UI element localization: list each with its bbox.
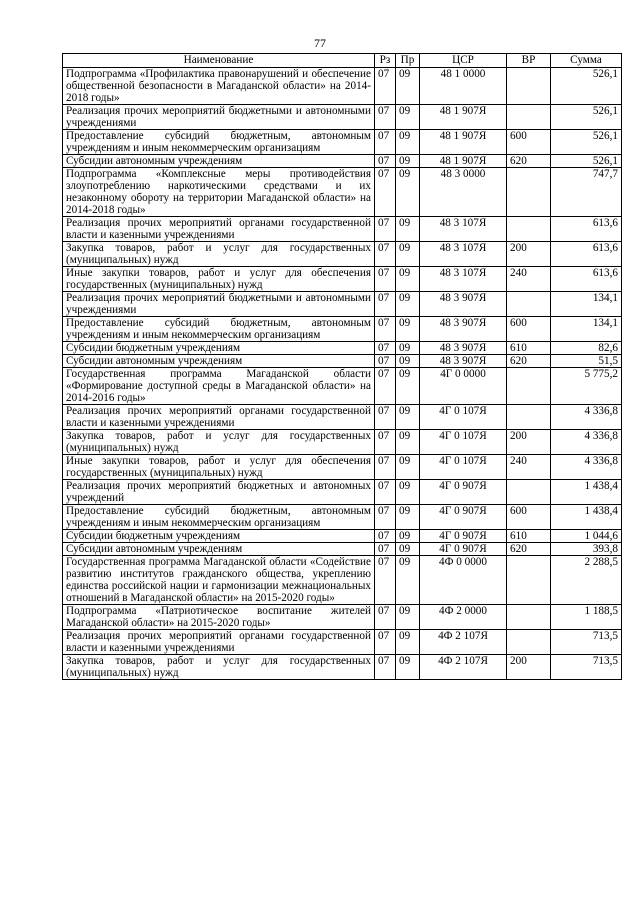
cell-name: Предоставление субсидий бюджетным, автономным учреждениям и иным некоммерческим организациям (63, 317, 375, 342)
cell-vr (507, 68, 551, 105)
cell-pr: 09 (396, 430, 420, 455)
table-row (63, 68, 622, 105)
cell-pr: 09 (396, 543, 420, 556)
cell-sum: 613,6 (551, 217, 622, 242)
cell-rz: 07 (375, 105, 396, 130)
cell-name: Субсидии автономным учреждениям (63, 355, 375, 368)
cell-vr: 600 (507, 130, 551, 155)
cell-pr: 09 (396, 155, 420, 168)
cell-csr: 4Ф 2 107Я (420, 630, 507, 655)
table-row (63, 317, 622, 342)
cell-vr: 600 (507, 505, 551, 530)
cell-csr: 48 1 907Я (420, 130, 507, 155)
table-row (63, 267, 622, 292)
cell-vr: 200 (507, 655, 551, 680)
table-row (63, 168, 622, 217)
cell-csr: 48 3 107Я (420, 267, 507, 292)
table-row (63, 455, 622, 480)
table-row (63, 480, 622, 505)
cell-rz: 07 (375, 68, 396, 105)
cell-sum: 4 336,8 (551, 405, 622, 430)
cell-pr: 09 (396, 605, 420, 630)
cell-vr: 620 (507, 355, 551, 368)
header-pr: Пр (396, 54, 420, 68)
cell-rz: 07 (375, 405, 396, 430)
cell-pr: 09 (396, 317, 420, 342)
cell-vr (507, 368, 551, 405)
cell-csr: 48 3 107Я (420, 242, 507, 267)
cell-csr: 48 3 907Я (420, 355, 507, 368)
cell-csr: 4Г 0 907Я (420, 530, 507, 543)
cell-sum: 4 336,8 (551, 430, 622, 455)
cell-name: Закупка товаров, работ и услуг для государственных (муниципальных) нужд (63, 655, 375, 680)
cell-name: Закупка товаров, работ и услуг для государственных (муниципальных) нужд (63, 430, 375, 455)
cell-sum: 1 438,4 (551, 505, 622, 530)
cell-rz: 07 (375, 267, 396, 292)
cell-csr: 48 3 107Я (420, 217, 507, 242)
cell-sum: 526,1 (551, 130, 622, 155)
table-row (63, 556, 622, 605)
table-row (63, 342, 622, 355)
cell-rz: 07 (375, 355, 396, 368)
table-row (63, 655, 622, 680)
cell-csr: 48 3 907Я (420, 317, 507, 342)
cell-rz: 07 (375, 155, 396, 168)
cell-csr: 48 3 0000 (420, 168, 507, 217)
cell-sum: 393,8 (551, 543, 622, 556)
cell-pr: 09 (396, 168, 420, 217)
cell-vr (507, 605, 551, 630)
cell-rz: 07 (375, 168, 396, 217)
cell-sum: 526,1 (551, 155, 622, 168)
header-sum: Сумма (551, 54, 622, 68)
header-rz: Рз (375, 54, 396, 68)
cell-sum: 526,1 (551, 68, 622, 105)
cell-vr (507, 630, 551, 655)
cell-sum: 747,7 (551, 168, 622, 217)
cell-rz: 07 (375, 455, 396, 480)
cell-sum: 613,6 (551, 267, 622, 292)
cell-name: Предоставление субсидий бюджетным, автономным учреждениям и иным некоммерческим организациям (63, 505, 375, 530)
header-name: Наименование (63, 54, 375, 68)
cell-rz: 07 (375, 242, 396, 267)
cell-rz: 07 (375, 217, 396, 242)
cell-name: Государственная программа Магаданской области «Содействие развитию институтов гражданского общества, укреплению единства российской нации и гармонизации межнациональных отношений в Магаданской области» на 2015-2020 годы» (63, 556, 375, 605)
cell-name: Субсидии автономным учреждениям (63, 543, 375, 556)
table-row (63, 605, 622, 630)
table-header-row (63, 54, 622, 68)
cell-name: Иные закупки товаров, работ и услуг для обеспечения государственных (муниципальных) нужд (63, 455, 375, 480)
cell-name: Реализация прочих мероприятий органами государственной власти и казенными учреждениями (63, 217, 375, 242)
table-row (63, 217, 622, 242)
cell-pr: 09 (396, 556, 420, 605)
cell-vr (507, 168, 551, 217)
cell-name: Подпрограмма «Патриотическое воспитание жителей Магаданской области» на 2015-2020 годы» (63, 605, 375, 630)
budget-table (62, 53, 622, 680)
cell-pr: 09 (396, 355, 420, 368)
cell-sum: 51,5 (551, 355, 622, 368)
cell-vr: 620 (507, 155, 551, 168)
cell-csr: 4Г 0 907Я (420, 480, 507, 505)
cell-rz: 07 (375, 292, 396, 317)
cell-vr (507, 105, 551, 130)
cell-rz: 07 (375, 505, 396, 530)
cell-vr: 200 (507, 430, 551, 455)
cell-rz: 07 (375, 655, 396, 680)
cell-csr: 48 3 907Я (420, 342, 507, 355)
cell-sum: 526,1 (551, 105, 622, 130)
cell-sum: 134,1 (551, 317, 622, 342)
cell-name: Субсидии бюджетным учреждениям (63, 530, 375, 543)
cell-rz: 07 (375, 368, 396, 405)
cell-pr: 09 (396, 405, 420, 430)
table-body (63, 68, 622, 680)
table-row (63, 505, 622, 530)
cell-vr (507, 405, 551, 430)
table-row (63, 130, 622, 155)
cell-sum: 4 336,8 (551, 455, 622, 480)
cell-name: Иные закупки товаров, работ и услуг для обеспечения государственных (муниципальных) нужд (63, 267, 375, 292)
cell-csr: 4Г 0 907Я (420, 543, 507, 556)
cell-name: Реализация прочих мероприятий органами государственной власти и казенными учреждениями (63, 630, 375, 655)
cell-rz: 07 (375, 342, 396, 355)
cell-csr: 48 3 907Я (420, 292, 507, 317)
cell-vr: 610 (507, 530, 551, 543)
cell-csr: 4Г 0 107Я (420, 455, 507, 480)
cell-sum: 713,5 (551, 655, 622, 680)
cell-csr: 4Ф 0 0000 (420, 556, 507, 605)
table-row (63, 430, 622, 455)
cell-sum: 713,5 (551, 630, 622, 655)
table-row (63, 530, 622, 543)
cell-pr: 09 (396, 292, 420, 317)
cell-pr: 09 (396, 505, 420, 530)
cell-pr: 09 (396, 68, 420, 105)
cell-rz: 07 (375, 317, 396, 342)
cell-rz: 07 (375, 605, 396, 630)
header-vr: ВР (507, 54, 551, 68)
cell-name: Подпрограмма «Комплексные меры противодействия злоупотреблению наркотическими средствами и их незаконному обороту на территории Магаданской области» на 2014-2018 годы» (63, 168, 375, 217)
cell-csr: 4Г 0 107Я (420, 405, 507, 430)
cell-sum: 1 438,4 (551, 480, 622, 505)
cell-pr: 09 (396, 630, 420, 655)
cell-csr: 48 1 0000 (420, 68, 507, 105)
cell-pr: 09 (396, 455, 420, 480)
cell-vr: 240 (507, 267, 551, 292)
table-row (63, 355, 622, 368)
table-row (63, 242, 622, 267)
table-row (63, 630, 622, 655)
cell-pr: 09 (396, 480, 420, 505)
cell-name: Реализация прочих мероприятий бюджетных и автономных учреждений (63, 480, 375, 505)
cell-vr (507, 480, 551, 505)
cell-rz: 07 (375, 530, 396, 543)
cell-rz: 07 (375, 630, 396, 655)
cell-sum: 82,6 (551, 342, 622, 355)
cell-sum: 613,6 (551, 242, 622, 267)
cell-pr: 09 (396, 655, 420, 680)
cell-pr: 09 (396, 342, 420, 355)
cell-rz: 07 (375, 480, 396, 505)
cell-name: Закупка товаров, работ и услуг для государственных (муниципальных) нужд (63, 242, 375, 267)
cell-pr: 09 (396, 530, 420, 543)
cell-rz: 07 (375, 130, 396, 155)
cell-rz: 07 (375, 430, 396, 455)
cell-sum: 1 044,6 (551, 530, 622, 543)
cell-sum: 5 775,2 (551, 368, 622, 405)
cell-sum: 134,1 (551, 292, 622, 317)
cell-vr (507, 217, 551, 242)
cell-csr: 4Г 0 107Я (420, 430, 507, 455)
cell-pr: 09 (396, 105, 420, 130)
cell-vr (507, 556, 551, 605)
cell-vr: 610 (507, 342, 551, 355)
cell-sum: 2 288,5 (551, 556, 622, 605)
page-number: 77 (314, 36, 326, 50)
cell-csr: 4Г 0 0000 (420, 368, 507, 405)
header-csr: ЦСР (420, 54, 507, 68)
cell-vr: 600 (507, 317, 551, 342)
table-row (63, 105, 622, 130)
cell-pr: 09 (396, 217, 420, 242)
cell-rz: 07 (375, 556, 396, 605)
cell-name: Государственная программа Магаданской области «Формирование доступной среды в Магаданской области» на 2014-2016 годы» (63, 368, 375, 405)
cell-name: Реализация прочих мероприятий бюджетными и автономными учреждениями (63, 105, 375, 130)
cell-pr: 09 (396, 368, 420, 405)
table-row (63, 405, 622, 430)
cell-name: Субсидии бюджетным учреждениям (63, 342, 375, 355)
cell-pr: 09 (396, 242, 420, 267)
cell-csr: 48 1 907Я (420, 105, 507, 130)
cell-sum: 1 188,5 (551, 605, 622, 630)
cell-name: Предоставление субсидий бюджетным, автономным учреждениям и иным некоммерческим организациям (63, 130, 375, 155)
cell-name: Субсидии автономным учреждениям (63, 155, 375, 168)
cell-name: Реализация прочих мероприятий бюджетными и автономными учреждениями (63, 292, 375, 317)
table-row (63, 543, 622, 556)
cell-csr: 4Ф 2 0000 (420, 605, 507, 630)
cell-vr: 200 (507, 242, 551, 267)
table-row (63, 368, 622, 405)
cell-csr: 4Г 0 907Я (420, 505, 507, 530)
cell-pr: 09 (396, 267, 420, 292)
cell-csr: 48 1 907Я (420, 155, 507, 168)
cell-rz: 07 (375, 543, 396, 556)
cell-vr: 240 (507, 455, 551, 480)
cell-name: Реализация прочих мероприятий органами государственной власти и казенными учреждениями (63, 405, 375, 430)
cell-csr: 4Ф 2 107Я (420, 655, 507, 680)
cell-vr (507, 292, 551, 317)
cell-vr: 620 (507, 543, 551, 556)
cell-pr: 09 (396, 130, 420, 155)
table-row (63, 155, 622, 168)
table-row (63, 292, 622, 317)
cell-name: Подпрограмма «Профилактика правонарушений и обеспечение общественной безопасности в Магаданской области» на 2014-2018 годы» (63, 68, 375, 105)
